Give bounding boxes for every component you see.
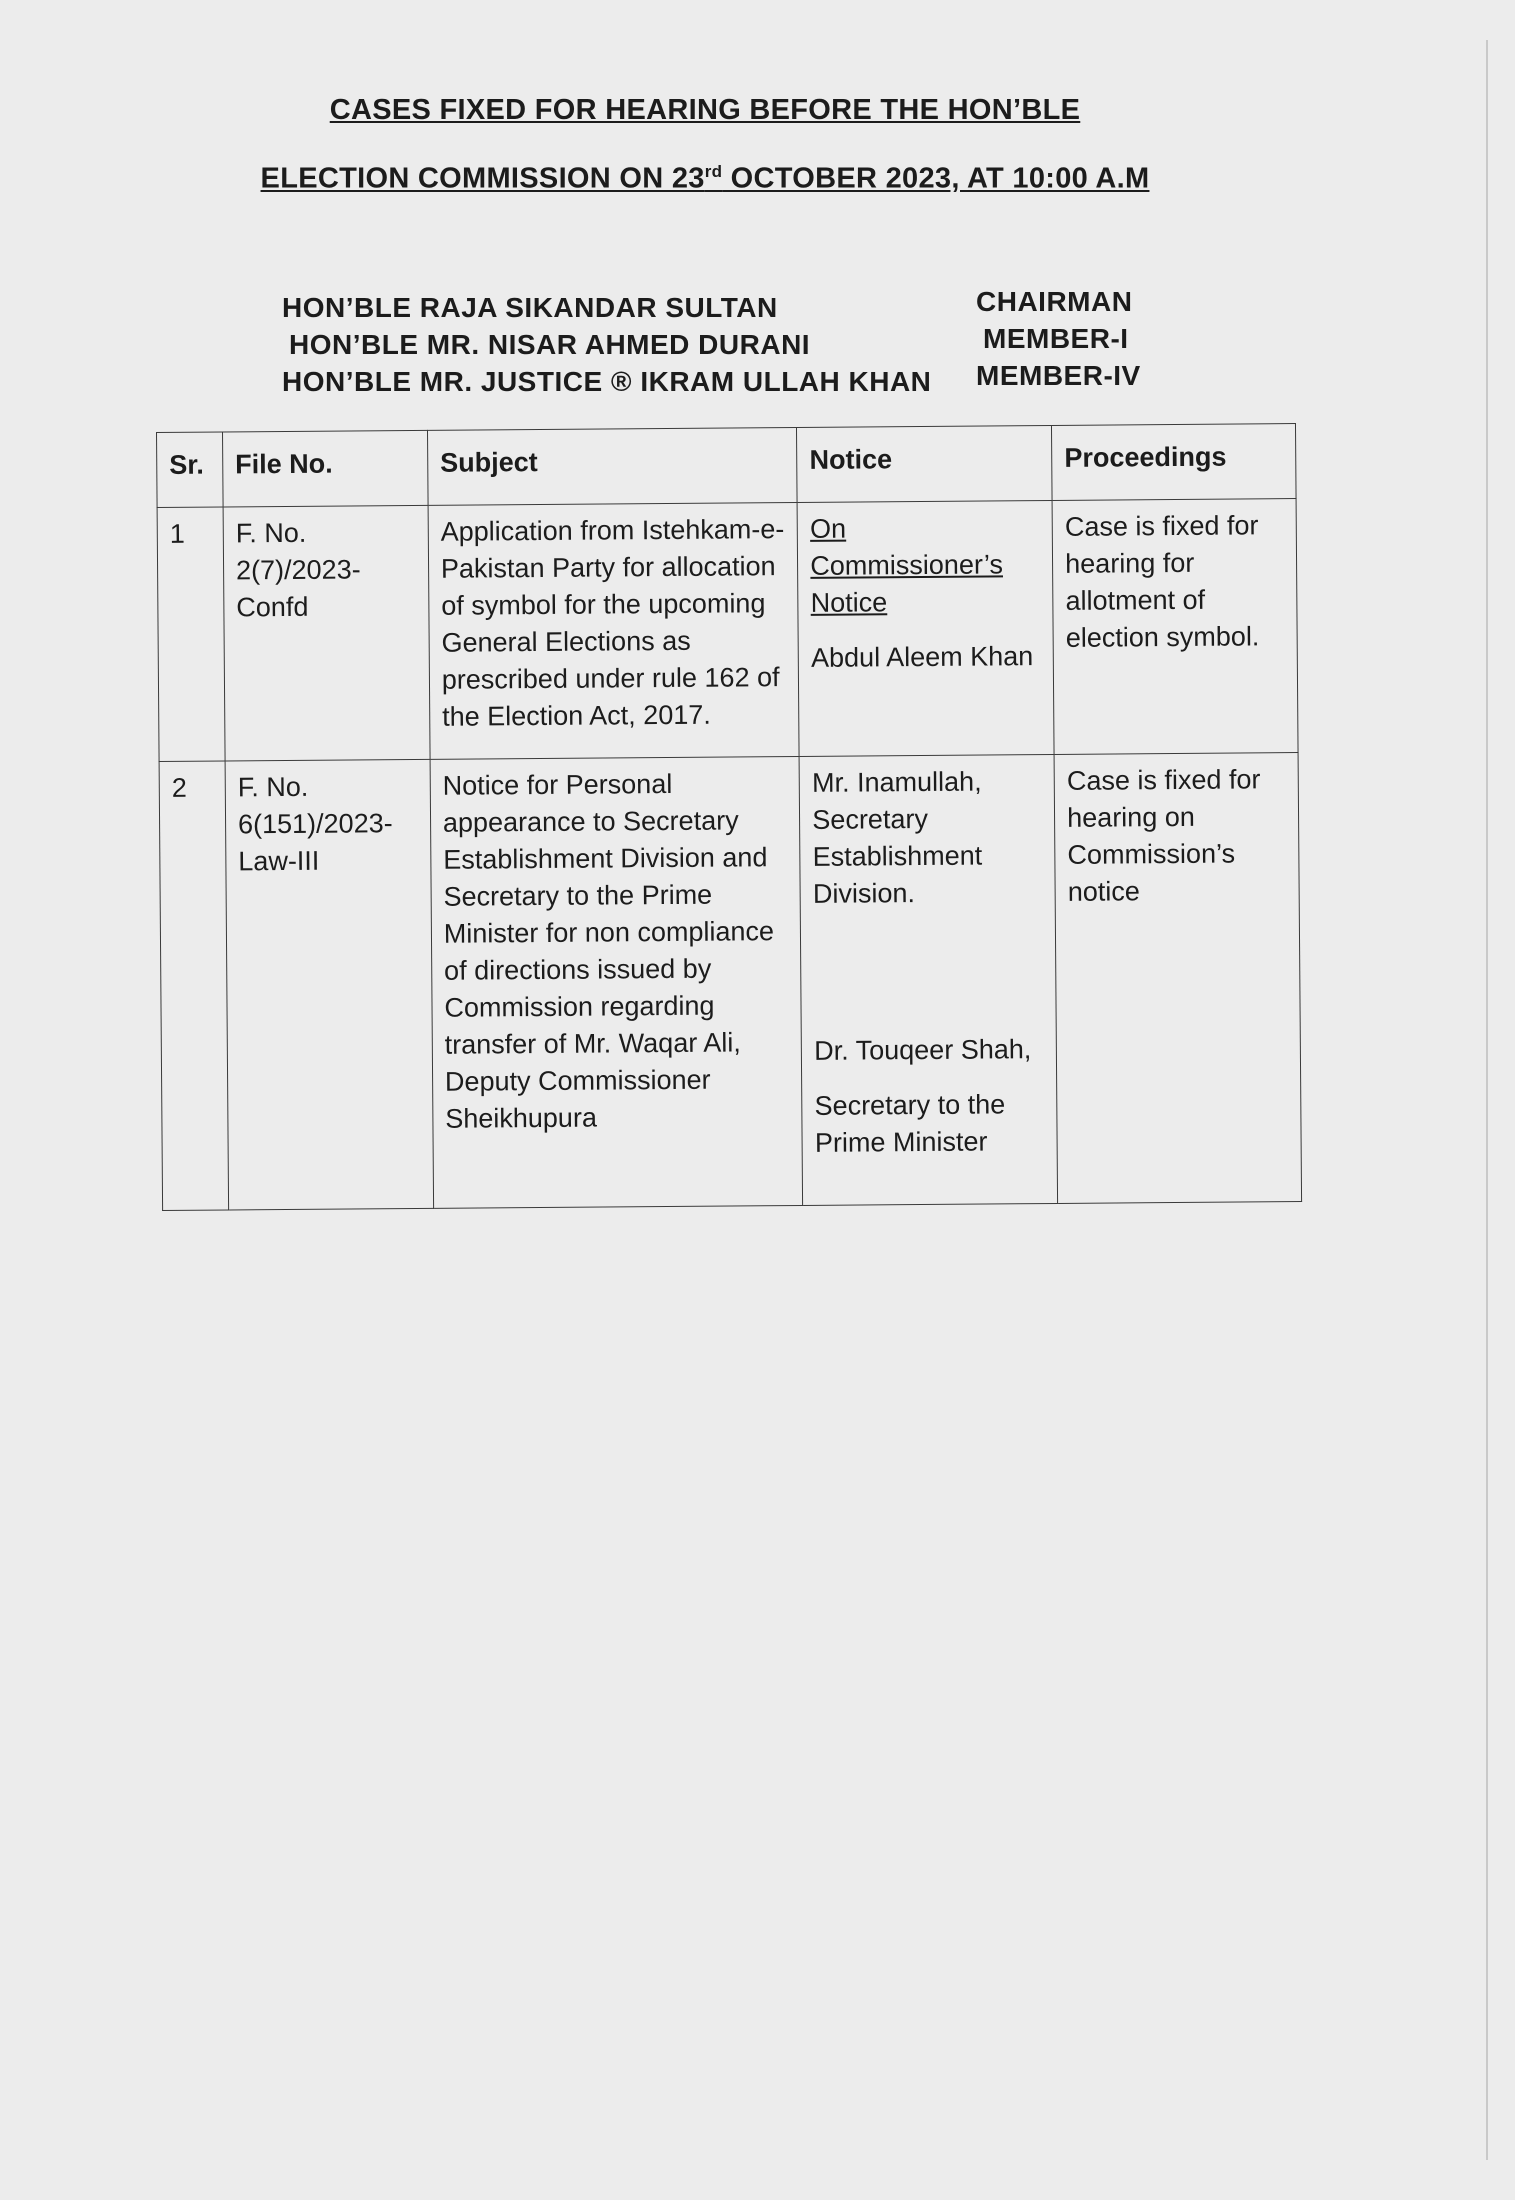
table-row bbox=[157, 499, 1298, 762]
bench-member-role: MEMBER-IV bbox=[976, 360, 1141, 391]
bench-member-name: HON’BLE MR. NISAR AHMED DURANI bbox=[289, 329, 811, 360]
cell-file-no: F. No. 6(151)/2023-Law-III bbox=[225, 759, 433, 1210]
notice-party: Abdul Aleem Khan bbox=[810, 641, 1034, 673]
header-sr: Sr. bbox=[157, 432, 224, 508]
cell-proceedings: Case is fixed for hearing on Commission’s notice bbox=[1054, 753, 1301, 1204]
header-proceedings: Proceedings bbox=[1052, 424, 1296, 501]
cell-sr: 1 bbox=[157, 507, 225, 762]
cell-sr: 2 bbox=[159, 761, 228, 1211]
notice-type: On Commissioner’s Notice bbox=[809, 513, 1004, 618]
header-subject: Subject bbox=[427, 427, 797, 505]
cell-notice bbox=[799, 754, 1057, 1205]
cell-file-no: F. No. 2(7)/2023-Confd bbox=[223, 505, 430, 761]
cell-subject: Notice for Personal appearance to Secretary Establishment Division and Secretary to the Prime Minister for non compliance of directions issued by Commission regarding transfer of Mr. Waqar Ali, Deputy Commissioner Sheikhupura bbox=[430, 756, 803, 1208]
cases-table bbox=[156, 423, 1302, 1211]
header-notice: Notice bbox=[797, 425, 1052, 502]
header-file-no: File No. bbox=[222, 430, 427, 507]
bench-member-role: MEMBER-I bbox=[983, 323, 1129, 354]
cell-notice bbox=[797, 500, 1054, 756]
cell-subject: Application from Istehkam-e-Pakistan Party for allocation of symbol for the upcoming General Elections as prescribed under rule 162 of the Election Act, 2017. bbox=[428, 502, 799, 759]
page-subtitle: ELECTION COMMISSION ON 23rd OCTOBER 2023, AT 10:00 A.M bbox=[260, 162, 1150, 195]
cell-proceedings: Case is fixed for hearing for allotment of election symbol. bbox=[1052, 499, 1298, 755]
page-edge-shadow bbox=[1486, 40, 1488, 2160]
table-header-row bbox=[157, 424, 1297, 508]
page-title: CASES FIXED FOR HEARING BEFORE THE HON’BLE bbox=[329, 94, 1081, 126]
notice-party-title: Secretary to the Prime Minister bbox=[814, 1089, 1006, 1158]
notice-party: Dr. Touqeer Shah, bbox=[814, 1034, 1032, 1066]
bench-member-name: HON’BLE RAJA SIKANDAR SULTAN bbox=[282, 292, 778, 323]
table-row bbox=[159, 753, 1301, 1211]
bench-member-role: CHAIRMAN bbox=[976, 286, 1133, 317]
notice-party: Mr. Inamullah, Secretary Establishment Division. bbox=[811, 766, 983, 909]
bench-member-name: HON’BLE MR. JUSTICE ® IKRAM ULLAH KHAN bbox=[282, 366, 932, 397]
